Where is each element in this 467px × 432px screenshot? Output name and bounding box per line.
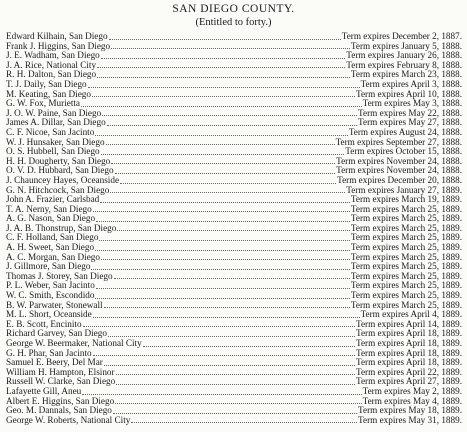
dot-leader xyxy=(83,324,355,327)
list-item xyxy=(6,214,462,224)
list-item xyxy=(6,310,462,320)
entry-term: Term expires April 14, 1889. xyxy=(355,319,462,329)
notary-list xyxy=(6,32,462,425)
entry-name: J. E. Wadham, San Diego xyxy=(6,51,100,61)
list-item xyxy=(6,253,462,263)
entry-name: G. H. Phar, San Jacinto xyxy=(6,348,92,358)
entry-term: Term expires December 2, 1887. xyxy=(341,32,462,41)
entry-term: Term expires April 22, 1889. xyxy=(355,367,462,377)
entry-name: Geo. M. Dannals, San Diego xyxy=(6,406,112,416)
dot-leader xyxy=(113,411,357,414)
dot-leader xyxy=(108,334,355,337)
entry-term: Term expires May 31, 1889. xyxy=(358,415,462,425)
entry-term: Term expires May 3, 1888. xyxy=(362,99,462,109)
entry-name: G. N. Hitchcock, San Diego xyxy=(6,185,110,195)
entry-term: Term expires May 18, 1889. xyxy=(358,406,462,416)
dot-leader xyxy=(102,113,357,116)
entry-name: William H. Hampton, Elsinor xyxy=(6,367,115,377)
dot-leader xyxy=(96,286,350,289)
dot-leader xyxy=(111,46,350,49)
list-item xyxy=(6,195,462,205)
entry-term: Term expires January 5, 1888. xyxy=(350,41,462,51)
list-item xyxy=(6,243,462,253)
list-item xyxy=(6,349,462,359)
list-item xyxy=(6,51,462,61)
list-item xyxy=(6,233,462,243)
entry-term: Term expires April 3, 1888. xyxy=(360,79,462,89)
entry-term: Term expires October 15, 1888. xyxy=(345,147,462,157)
entry-name: B. W. Parwater, Stonewall xyxy=(6,300,103,310)
list-item xyxy=(6,70,462,80)
dot-leader xyxy=(131,420,357,423)
entry-term: Term expires May 22, 1888. xyxy=(358,108,462,118)
dot-leader xyxy=(91,267,349,270)
list-item xyxy=(6,272,462,282)
dot-leader xyxy=(143,344,355,347)
list-item xyxy=(6,339,462,349)
dot-leader xyxy=(99,238,349,241)
entry-name: George W. Beermaker, National City xyxy=(6,339,142,348)
list-item xyxy=(6,138,462,148)
entry-term: Term expires May 2, 1889. xyxy=(362,386,462,396)
entry-name: H. H. Dougherty, San Diego xyxy=(6,156,111,166)
entry-name: Albert E. Higgins, San Diego xyxy=(6,396,115,406)
entry-term: Term expires March 25, 1889. xyxy=(350,300,462,310)
entry-term: Term expires April 10, 1888. xyxy=(355,89,462,99)
dot-leader xyxy=(92,94,355,97)
dot-leader xyxy=(106,142,335,145)
list-item xyxy=(6,387,462,397)
dot-leader xyxy=(116,372,355,375)
entry-term: Term expires March 23, 1888. xyxy=(350,70,462,80)
dot-leader xyxy=(107,123,357,126)
entry-term: Term expires April 18, 1889. xyxy=(355,329,462,339)
page-subtitle: (Entitled to forty.) xyxy=(195,17,272,28)
entry-term: Term expires March 25, 1889. xyxy=(350,281,462,291)
dot-leader xyxy=(96,219,350,222)
entry-term: Term expires December 20, 1888. xyxy=(337,175,462,185)
entry-name: J. Gillmore, San Diego xyxy=(6,262,91,272)
dot-leader xyxy=(104,305,350,308)
list-item xyxy=(6,32,462,42)
list-item xyxy=(6,147,462,157)
dot-leader xyxy=(111,161,335,164)
dot-leader xyxy=(120,181,336,184)
entry-name: Richard Garvey, San Diego xyxy=(6,329,107,339)
list-item xyxy=(6,358,462,368)
list-item xyxy=(6,61,462,71)
dot-leader xyxy=(101,152,345,155)
entry-name: O. V. D. Hubbard, San Diego xyxy=(6,166,114,176)
entry-name: M. Keating, San Diego xyxy=(6,89,91,99)
list-item xyxy=(6,416,462,426)
list-item xyxy=(6,291,462,301)
list-item xyxy=(6,262,462,272)
list-item xyxy=(6,377,462,387)
entry-name: C. F. Nicoe, San Jacinto xyxy=(6,127,95,137)
entry-term: Term expires April 18, 1889. xyxy=(355,358,462,368)
entry-name: J. Chauncey Hayes, Oceanside xyxy=(6,175,120,185)
entry-term: Term expires March 25, 1889. xyxy=(350,223,462,233)
entry-term: Term expires March 25, 1889. xyxy=(350,252,462,262)
dot-leader xyxy=(115,401,361,404)
dot-leader xyxy=(101,56,346,59)
dot-leader xyxy=(101,257,350,260)
entry-name: George W. Roberts, National City xyxy=(6,415,131,425)
entry-term: Term expires March 25, 1889. xyxy=(350,204,462,214)
list-item xyxy=(6,157,462,167)
entry-name: M. L. Short, Oceanside xyxy=(6,310,92,320)
entry-name: Frank J. Higgins, San Diego xyxy=(6,41,111,51)
entry-name: A. C. Morgan, San Diego xyxy=(6,252,100,262)
list-item xyxy=(6,99,462,109)
entry-term: Term expires March 25, 1889. xyxy=(350,233,462,243)
entry-term: Term expires January 27, 1889. xyxy=(346,185,462,195)
list-item xyxy=(6,281,462,291)
list-item xyxy=(6,205,462,215)
list-item xyxy=(6,320,462,330)
page-title: SAN DIEGO COUNTY. xyxy=(172,3,295,15)
entry-term: Term expires March 25, 1889. xyxy=(350,243,462,253)
entry-term: Term expires January 26, 1888. xyxy=(346,51,462,61)
dot-leader xyxy=(93,209,350,212)
entry-name: A. G. Nason, San Diego xyxy=(6,214,96,224)
dot-leader xyxy=(95,248,350,251)
dot-leader xyxy=(117,228,350,231)
entry-name: T. A. Nerny, San Diego xyxy=(6,204,92,214)
entry-term: Term expires March 25, 1889. xyxy=(350,262,462,272)
entry-term: Term expires March 25, 1889. xyxy=(350,291,462,301)
entry-name: Thomas J. Storey, San Diego xyxy=(6,271,113,281)
entry-name: E. B. Scott, Encinito xyxy=(6,319,82,329)
dot-leader xyxy=(110,190,345,193)
list-item xyxy=(6,329,462,339)
dot-leader xyxy=(104,363,355,366)
dot-leader xyxy=(109,37,341,40)
dot-leader xyxy=(95,296,349,299)
entry-term: Term expires May 4, 1889. xyxy=(362,396,462,406)
dot-leader xyxy=(115,171,335,174)
entry-name: Lafayette Gill, Aneu xyxy=(6,386,82,396)
entry-term: Term expires April 27, 1889. xyxy=(355,377,462,387)
entry-term: Term expires April 18, 1889. xyxy=(355,339,462,348)
entry-name: O. S. Hubbell, San Diego xyxy=(6,147,100,157)
entry-name: G. W. Fox, Murietta xyxy=(6,99,81,109)
dot-leader xyxy=(116,382,355,385)
list-item xyxy=(6,186,462,196)
entry-name: J. O. W. Paine, San Diego xyxy=(6,108,102,118)
list-item xyxy=(6,118,462,128)
entry-term: Term expires April 18, 1889. xyxy=(355,348,462,358)
entry-term: Term expires November 24, 1888. xyxy=(336,166,462,176)
entry-name: C. F. Holland, San Diego xyxy=(6,233,99,243)
entry-name: J. A. Rice, National City xyxy=(6,60,97,70)
entry-term: Term expires September 27, 1888. xyxy=(335,137,462,147)
list-item xyxy=(6,301,462,311)
dot-leader xyxy=(81,104,362,107)
dot-leader xyxy=(97,65,345,68)
entry-name: J. A. B. Thonstrup, San Diego xyxy=(6,223,117,233)
entry-name: W. C. Smith, Escondido xyxy=(6,291,95,301)
dot-leader xyxy=(93,315,360,318)
entry-name: A. H. Sweet, San Diego xyxy=(6,243,95,253)
list-item xyxy=(6,80,462,90)
list-item xyxy=(6,176,462,186)
list-item xyxy=(6,90,462,100)
dot-leader xyxy=(95,133,348,136)
entry-term: Term expires March 25, 1889. xyxy=(350,271,462,281)
entry-name: R. H. Dalton, San Diego xyxy=(6,70,97,80)
list-item xyxy=(6,224,462,234)
entry-name: Samuel E. Beery, Del Mar xyxy=(6,358,103,368)
entry-name: W. J. Hunsaker, San Diego xyxy=(6,137,105,147)
dot-leader xyxy=(114,276,350,279)
entry-term: Term expires April 4, 1889. xyxy=(360,310,462,320)
entry-name: Russell W. Clarke, San Diego xyxy=(6,377,116,387)
entry-term: Term expires March 25, 1889. xyxy=(350,214,462,224)
entry-term: Term expires February 8, 1888. xyxy=(346,60,462,70)
entry-term: Term expires May 27, 1888. xyxy=(358,118,462,128)
list-item xyxy=(6,109,462,119)
entry-name: Edward Kilhain, San Diego xyxy=(6,32,108,41)
list-item xyxy=(6,166,462,176)
list-item xyxy=(6,406,462,416)
list-item xyxy=(6,42,462,52)
entry-term: Term expires November 24, 1888. xyxy=(336,156,462,166)
dot-leader xyxy=(88,85,360,88)
dot-leader xyxy=(97,75,350,78)
entry-name: P. L. Weber, San Jacinto xyxy=(6,281,95,291)
entry-term: Term expires March 19, 1889. xyxy=(350,195,462,205)
dot-leader xyxy=(100,200,350,203)
list-item xyxy=(6,368,462,378)
list-item xyxy=(6,397,462,407)
entry-name: T. J. Daily, San Diego xyxy=(6,79,87,89)
entry-name: John A. Frazier, Carlsbad xyxy=(6,195,100,205)
dot-leader xyxy=(82,392,361,395)
dot-leader xyxy=(93,353,355,356)
entry-term: Term expires August 24, 1888. xyxy=(348,127,462,137)
list-item xyxy=(6,128,462,138)
entry-name: James A. Dillar, San Diego xyxy=(6,118,106,128)
